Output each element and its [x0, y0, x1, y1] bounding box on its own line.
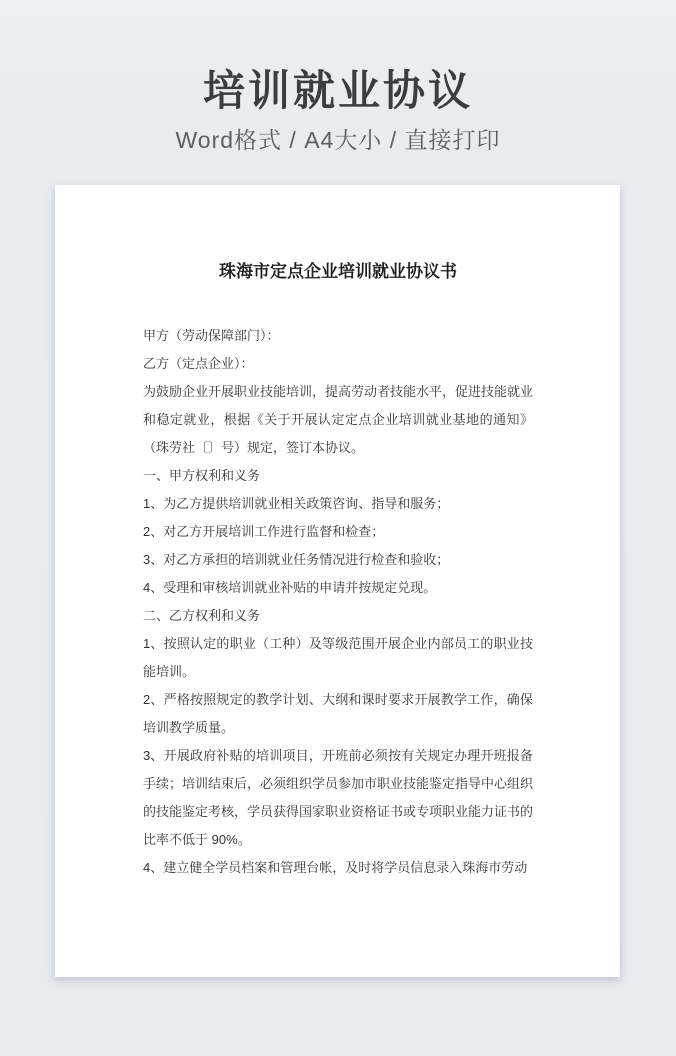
paragraph: 2、对乙方开展培训工作进行监督和检查；: [143, 524, 385, 539]
paragraph: 乙方（定点企业）：: [143, 356, 254, 371]
paragraph: 一、甲方权利和义务: [143, 468, 261, 483]
paragraph: 甲方（劳动保障部门）：: [143, 328, 280, 343]
template-header: [0, 0, 676, 154]
paragraph: 1、为乙方提供培训就业相关政策咨询、指导和服务；: [143, 496, 450, 511]
paragraph: 3、开展政府补贴的培训项目，开班前必须按有关规定办理开班报备手续；培训结束后，必须组织学员参加市职业技能鉴定指导中心组织的技能鉴定考核，学员获得国家职业资格证书或专项职业能力证书的比率不低于 90%。: [143, 748, 534, 847]
paragraph: 4、受理和审核培训就业补贴的申请并按规定兑现。: [143, 580, 437, 595]
paragraph: 1、按照认定的职业（工种）及等级范围开展企业内部员工的职业技能培训。: [143, 636, 533, 679]
template-subtitle: Word格式 / A4大小 / 直接打印: [175, 127, 501, 153]
paragraph: 3、对乙方承担的培训就业任务情况进行检查和验收；: [143, 552, 450, 567]
paragraph: 4、建立健全学员档案和管理台帐，及时将学员信息录入珠海市劳动: [143, 860, 528, 875]
paragraph: 二、乙方权利和义务: [143, 608, 261, 623]
paragraph: 2、严格按照规定的教学计划、大纲和课时要求开展教学工作，确保培训教学质量。: [143, 692, 533, 735]
template-title: 培训就业协议: [202, 67, 473, 114]
document-title: 珠海市定点企业培训就业协议书: [219, 262, 457, 281]
document-paragraphs: [143, 322, 533, 882]
paragraph: 为鼓励企业开展职业技能培训，提高劳动者技能水平，促进技能就业和稳定就业，根据《关于开展认定定点企业培训就业基地的通知》（珠劳社〔〕号）规定，签订本协议。: [143, 384, 534, 455]
document-page: [55, 185, 620, 977]
